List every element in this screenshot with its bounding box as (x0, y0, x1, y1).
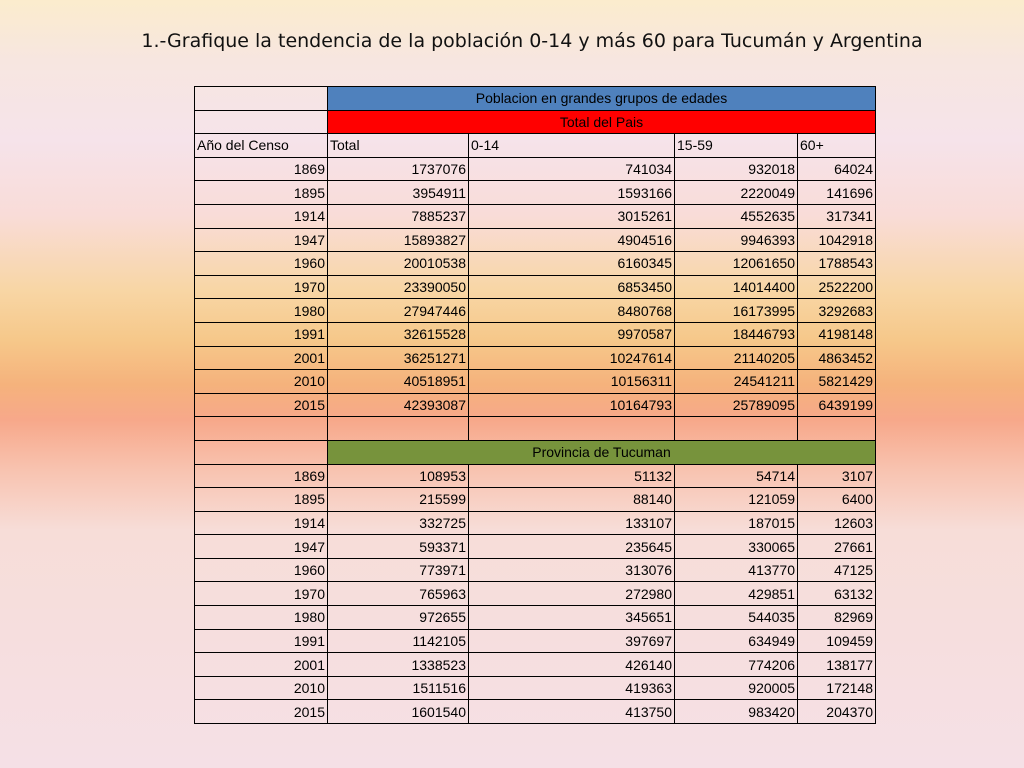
age-60-plus-cell: 63132 (798, 582, 876, 606)
province-row (195, 606, 876, 630)
province-header-row (195, 440, 876, 464)
age-0-14-cell: 345651 (469, 606, 675, 630)
age-0-14-cell: 272980 (469, 582, 675, 606)
age-0-14-cell: 741034 (469, 157, 675, 181)
empty-cell (469, 417, 675, 441)
age-60-plus-cell: 6400 (798, 488, 876, 512)
spacer-row (195, 417, 876, 441)
age-60-plus-cell: 141696 (798, 181, 876, 205)
age-60-plus-cell: 3107 (798, 464, 876, 488)
year-cell: 2015 (195, 393, 328, 417)
country-row (195, 346, 876, 370)
empty-cell (195, 110, 328, 134)
age-15-59-cell: 187015 (675, 511, 798, 535)
year-cell: 1970 (195, 582, 328, 606)
age-0-14-cell: 4904516 (469, 228, 675, 252)
country-header-row (195, 110, 876, 134)
age-15-59-cell: 774206 (675, 653, 798, 677)
age-15-59-cell: 54714 (675, 464, 798, 488)
age-15-59-cell: 544035 (675, 606, 798, 630)
column-header-60-plus: 60+ (798, 134, 876, 158)
age-60-plus-cell: 3292683 (798, 299, 876, 323)
year-cell: 1991 (195, 322, 328, 346)
main-header: Poblacion en grandes grupos de edades (328, 87, 876, 111)
total-cell: 32615528 (328, 322, 469, 346)
year-cell: 1991 (195, 629, 328, 653)
total-cell: 972655 (328, 606, 469, 630)
total-cell: 36251271 (328, 346, 469, 370)
year-cell: 1960 (195, 252, 328, 276)
age-60-plus-cell: 1788543 (798, 252, 876, 276)
age-60-plus-cell: 12603 (798, 511, 876, 535)
total-cell: 1142105 (328, 629, 469, 653)
age-15-59-cell: 330065 (675, 535, 798, 559)
total-cell: 773971 (328, 558, 469, 582)
province-row (195, 629, 876, 653)
province-row (195, 511, 876, 535)
age-15-59-cell: 121059 (675, 488, 798, 512)
age-15-59-cell: 983420 (675, 700, 798, 724)
column-header-15-59: 15-59 (675, 134, 798, 158)
age-0-14-cell: 10247614 (469, 346, 675, 370)
age-60-plus-cell: 204370 (798, 700, 876, 724)
age-0-14-cell: 51132 (469, 464, 675, 488)
country-row (195, 275, 876, 299)
age-15-59-cell: 9946393 (675, 228, 798, 252)
column-header-0-14: 0-14 (469, 134, 675, 158)
total-cell: 15893827 (328, 228, 469, 252)
age-15-59-cell: 429851 (675, 582, 798, 606)
age-60-plus-cell: 4863452 (798, 346, 876, 370)
country-row (195, 157, 876, 181)
age-0-14-cell: 235645 (469, 535, 675, 559)
country-header: Total del Pais (328, 110, 876, 134)
year-cell: 2001 (195, 653, 328, 677)
age-0-14-cell: 397697 (469, 629, 675, 653)
year-cell: 1869 (195, 157, 328, 181)
total-cell: 27947446 (328, 299, 469, 323)
province-header: Provincia de Tucuman (328, 440, 876, 464)
age-15-59-cell: 634949 (675, 629, 798, 653)
age-60-plus-cell: 6439199 (798, 393, 876, 417)
age-0-14-cell: 8480768 (469, 299, 675, 323)
age-15-59-cell: 920005 (675, 676, 798, 700)
total-cell: 7885237 (328, 204, 469, 228)
country-row (195, 204, 876, 228)
empty-cell (195, 417, 328, 441)
province-row (195, 464, 876, 488)
total-cell: 1338523 (328, 653, 469, 677)
total-cell: 1601540 (328, 700, 469, 724)
age-15-59-cell: 25789095 (675, 393, 798, 417)
total-cell: 40518951 (328, 370, 469, 394)
year-cell: 1895 (195, 181, 328, 205)
age-15-59-cell: 14014400 (675, 275, 798, 299)
age-0-14-cell: 10156311 (469, 370, 675, 394)
province-row (195, 582, 876, 606)
age-15-59-cell: 18446793 (675, 322, 798, 346)
empty-cell (798, 417, 876, 441)
age-0-14-cell: 9970587 (469, 322, 675, 346)
total-cell: 593371 (328, 535, 469, 559)
age-0-14-cell: 413750 (469, 700, 675, 724)
age-0-14-cell: 10164793 (469, 393, 675, 417)
year-cell: 1914 (195, 511, 328, 535)
empty-cell (195, 440, 328, 464)
age-15-59-cell: 932018 (675, 157, 798, 181)
province-row (195, 535, 876, 559)
year-cell: 1895 (195, 488, 328, 512)
country-row (195, 252, 876, 276)
population-table (194, 86, 876, 724)
province-row (195, 558, 876, 582)
province-row (195, 700, 876, 724)
age-60-plus-cell: 2522200 (798, 275, 876, 299)
age-15-59-cell: 24541211 (675, 370, 798, 394)
column-header-row (195, 134, 876, 158)
age-15-59-cell: 413770 (675, 558, 798, 582)
year-cell: 1980 (195, 299, 328, 323)
age-60-plus-cell: 138177 (798, 653, 876, 677)
year-cell: 2010 (195, 370, 328, 394)
age-60-plus-cell: 1042918 (798, 228, 876, 252)
year-cell: 1947 (195, 228, 328, 252)
total-cell: 3954911 (328, 181, 469, 205)
year-cell: 2015 (195, 700, 328, 724)
year-cell: 2010 (195, 676, 328, 700)
age-60-plus-cell: 109459 (798, 629, 876, 653)
empty-cell (328, 417, 469, 441)
total-cell: 20010538 (328, 252, 469, 276)
year-cell: 1970 (195, 275, 328, 299)
age-0-14-cell: 313076 (469, 558, 675, 582)
province-row (195, 488, 876, 512)
empty-cell (675, 417, 798, 441)
year-cell: 1960 (195, 558, 328, 582)
age-60-plus-cell: 172148 (798, 676, 876, 700)
total-cell: 42393087 (328, 393, 469, 417)
age-0-14-cell: 3015261 (469, 204, 675, 228)
country-row (195, 322, 876, 346)
age-0-14-cell: 6160345 (469, 252, 675, 276)
year-cell: 1869 (195, 464, 328, 488)
age-0-14-cell: 419363 (469, 676, 675, 700)
year-cell: 1914 (195, 204, 328, 228)
total-cell: 1737076 (328, 157, 469, 181)
year-cell: 2001 (195, 346, 328, 370)
age-60-plus-cell: 47125 (798, 558, 876, 582)
age-60-plus-cell: 317341 (798, 204, 876, 228)
total-cell: 108953 (328, 464, 469, 488)
total-cell: 215599 (328, 488, 469, 512)
page-title: 1.-Grafique la tendencia de la población 0-14 y más 60 para Tucumán y Argentina (141, 30, 923, 52)
age-0-14-cell: 426140 (469, 653, 675, 677)
age-60-plus-cell: 5821429 (798, 370, 876, 394)
age-60-plus-cell: 4198148 (798, 322, 876, 346)
year-cell: 1947 (195, 535, 328, 559)
total-cell: 23390050 (328, 275, 469, 299)
province-row (195, 653, 876, 677)
empty-cell (195, 87, 328, 111)
age-60-plus-cell: 27661 (798, 535, 876, 559)
age-0-14-cell: 88140 (469, 488, 675, 512)
country-row (195, 181, 876, 205)
year-cell: 1980 (195, 606, 328, 630)
country-row (195, 228, 876, 252)
age-15-59-cell: 2220049 (675, 181, 798, 205)
country-row (195, 370, 876, 394)
age-60-plus-cell: 64024 (798, 157, 876, 181)
total-cell: 765963 (328, 582, 469, 606)
age-15-59-cell: 4552635 (675, 204, 798, 228)
column-header-total: Total (328, 134, 469, 158)
age-0-14-cell: 133107 (469, 511, 675, 535)
age-60-plus-cell: 82969 (798, 606, 876, 630)
province-row (195, 676, 876, 700)
age-15-59-cell: 16173995 (675, 299, 798, 323)
total-cell: 332725 (328, 511, 469, 535)
age-15-59-cell: 12061650 (675, 252, 798, 276)
age-0-14-cell: 1593166 (469, 181, 675, 205)
column-header-year: Año del Censo (195, 134, 328, 158)
country-row (195, 393, 876, 417)
age-15-59-cell: 21140205 (675, 346, 798, 370)
country-row (195, 299, 876, 323)
main-header-row (195, 87, 876, 111)
age-0-14-cell: 6853450 (469, 275, 675, 299)
total-cell: 1511516 (328, 676, 469, 700)
